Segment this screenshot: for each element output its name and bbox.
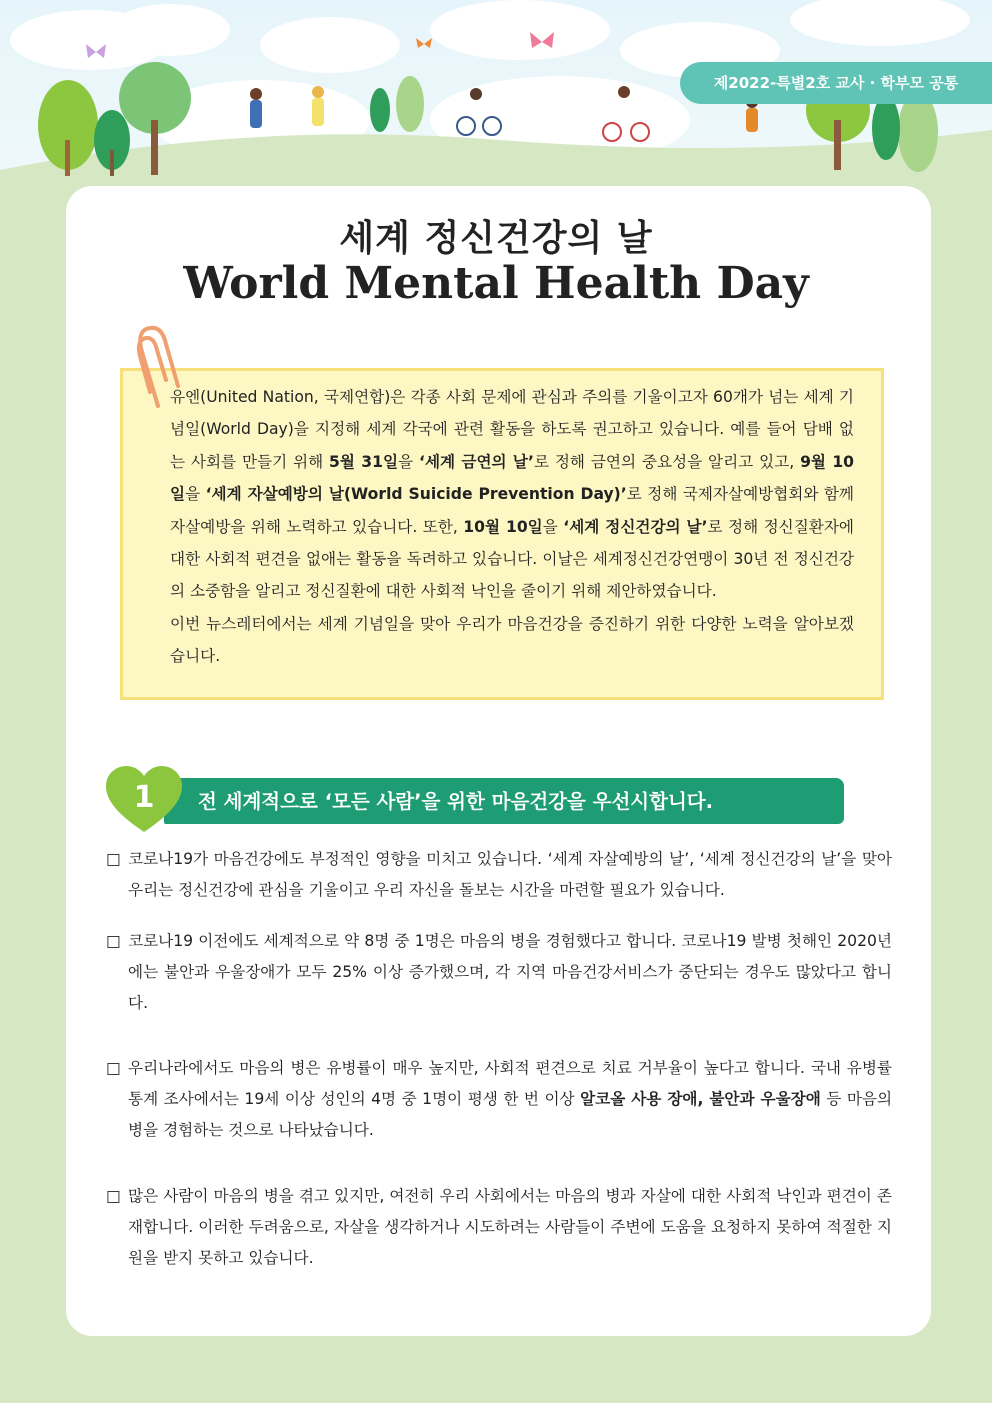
list-item [106, 1181, 892, 1274]
checkbox-icon: □ [106, 1187, 121, 1205]
page-title-english: World Mental Health Day [183, 258, 809, 309]
checkbox-icon: □ [106, 850, 121, 868]
list-item-text: 많은 사람이 마음의 병을 겪고 있지만, 여전히 우리 사회에서는 마음의 병과 자살에 대한 사회적 낙인과 편견이 존재합니다. 이러한 두려움으로, 자살을 생각하거나 시도하려는 사람들이 주변에 도움을 요청하지 못하여 적절한 지원을 받지 못하고 있습니다. [128, 1187, 892, 1267]
list-item-text: 코로나19 이전에도 세계적으로 약 8명 중 1명은 마음의 병을 경험했다고 합니다. 코로나19 발병 첫해인 2020년에는 불안과 우울장애가 모두 25% 이상 증가했으며, 각 지역 마음건강서비스가 중단되는 경우도 많았다고 합니다. [128, 932, 892, 1012]
intro-paragraph: 유엔(United Nation, 국제연합)은 각종 사회 문제에 관심과 주의를 기울이고자 60개가 넘는 세계 기념일(World Day)을 지정해 세계 각국에 관련 활동을 하도록 권고하고 있습니다. 예를 들어 담배 없는 사회를 만들기 위해 5월 31일을 ‘세계 금연의 날’로 정해 금연의 중요성을 알리고 있고, 9월 10일을 ‘세계 자살예방의 날(World Suicide Prevention Day)’로 정해 국제자살예방협회와 함께 자살예방을 위해 노력하고 있습니다. 또한, 10월 10일을 ‘세계 정신건강의 날’로 정해 정신질환자에 대한 사회적 편견을 없애는 활동을 독려하고 있습니다. 이날은 세계정신건강연맹이 30년 전 정신건강의 소중함을 알리고 정신질환에 대한 사회적 낙인을 줄이기 위해 제안하였습니다. [170, 388, 855, 601]
list-item [106, 1053, 892, 1146]
list-item-text: 코로나19가 마음건강에도 부정적인 영향을 미치고 있습니다. ‘세계 자살예방의 날’, ‘세계 정신건강의 날’을 맞아 우리는 정신건강에 관심을 기울이고 우리 자신을 돌보는 시간을 마련할 필요가 있습니다. [128, 850, 892, 899]
page-title-korean: 세계 정신건강의 날 [339, 218, 653, 259]
checkbox-icon: □ [106, 1059, 121, 1077]
list-item [106, 926, 892, 1019]
checkbox-icon: □ [106, 932, 121, 950]
content-card [66, 186, 931, 1336]
intro-text [170, 381, 854, 673]
section-title: 전 세계적으로 ‘모든 사람’을 위한 마음건강을 우선시합니다. [198, 790, 714, 813]
issue-tag: 제2022-특별2호 교사 · 학부모 공통 [680, 62, 992, 104]
intro-paragraph: 이번 뉴스레터에서는 세계 기념일을 맞아 우리가 마음건강을 증진하기 위한 다양한 노력을 알아보겠습니다. [170, 614, 854, 666]
list-item-text: 우리나라에서도 마음의 병은 유병률이 매우 높지만, 사회적 편견으로 치료 거부율이 높다고 합니다. 국내 유병률 통계 조사에서는 19세 이상 성인의 4명 중 1명이 평생 한 번 이상 알코올 사용 장애, 불안과 우울장애 등 마음의 병을 경험하는 것으로 나타났습니다. [128, 1059, 893, 1139]
section-number: 1 [133, 780, 155, 815]
list-item [106, 844, 892, 906]
section-header [104, 766, 849, 834]
